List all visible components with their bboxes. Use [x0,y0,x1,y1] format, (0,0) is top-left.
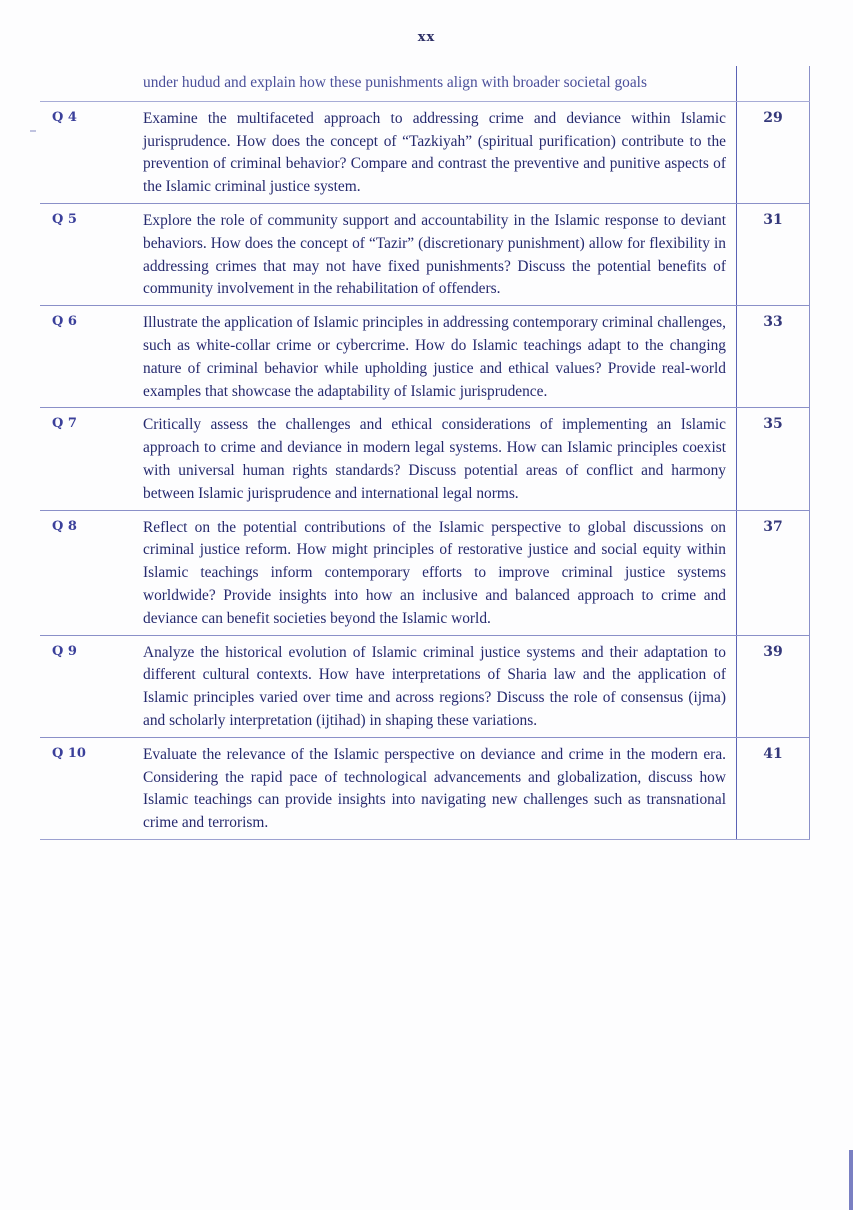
question-label: Q 8 [52,518,77,534]
question-label: Q 7 [52,416,77,432]
table-row [40,408,810,510]
page-ref: 33 [737,306,810,407]
page-ref: 41 [737,738,810,839]
table-row [40,636,810,738]
table-row [40,204,810,306]
question-text: Analyze the historical evolution of Islamic criminal justice systems and their adaptation to different cultural contexts. How have interpretations of Sharia law and the application of Islamic principles varied over time and across regions? Discuss the role of consensus (ijma) and scholarly interpretation (ijtihad) in shaping these variations. [140,636,737,737]
question-label: Q 10 [52,745,86,761]
question-text: under hudud and explain how these punishments align with broader societal goals [140,66,737,101]
question-text: Critically assess the challenges and ethical considerations of implementing an Islamic approach to crime and deviance in modern legal systems. How can Islamic principles coexist with universal human rights standards? Discuss potential areas of conflict and harmony between Islamic jurisprudence and international legal norms. [140,408,737,509]
question-text: Reflect on the potential contributions of the Islamic perspective to global discussions on criminal justice reform. How might principles of restorative justice and social equity within Islamic teachings inform contemporary efforts to improve criminal justice systems worldwide? Provide insights into how an inclusive and balanced approach to crime and deviance can benefit societies beyond the Islamic world. [140,511,737,635]
page-ref: 31 [737,204,810,305]
question-text: Evaluate the relevance of the Islamic perspective on deviance and crime in the modern era. Considering the rapid pace of technological advancements and globalization, discuss how Islamic teachings can provide insights into navigating new challenges such as transnational crime and terrorism. [140,738,737,839]
question-label [40,66,140,101]
table-row [40,306,810,408]
question-label: Q 9 [52,643,77,659]
questions-table [40,66,810,840]
page-ref: 35 [737,408,810,509]
question-text: Explore the role of community support and accountability in the Islamic response to deviant behaviors. How does the concept of “Tazir” (discretionary punishment) allow for flexibility in addressing crimes that may not have fixed punishments? Discuss the potential benefits of community involvement in the rehabilitation of offenders. [140,204,737,305]
table-row [40,738,810,840]
page-ref: 29 [737,102,810,203]
question-label: Q 4 [52,109,77,125]
question-label: Q 5 [52,211,77,227]
table-row [40,102,810,204]
question-label: Q 6 [52,314,77,330]
question-text: Examine the multifaceted approach to addressing crime and deviance within Islamic jurisprudence. How does the concept of “Tazkiyah” (spiritual purification) contribute to the prevention of criminal behavior? Compare and contrast the preventive and punitive aspects of the Islamic criminal justice system. [140,102,737,203]
page-number: xx [417,30,436,45]
table-row-continuation [40,66,810,102]
scan-mark [30,130,36,132]
page-ref: 39 [737,636,810,737]
page-ref [737,66,810,101]
question-text: Illustrate the application of Islamic principles in addressing contemporary criminal challenges, such as white-collar crime or cybercrime. How do Islamic teachings adapt to the changing nature of criminal behavior while upholding justice and ethical values? Provide real-world examples that showcase the adaptability of Islamic jurisprudence. [140,306,737,407]
page-ref: 37 [737,511,810,635]
scan-edge-mark [849,1150,853,1210]
table-row [40,511,810,636]
